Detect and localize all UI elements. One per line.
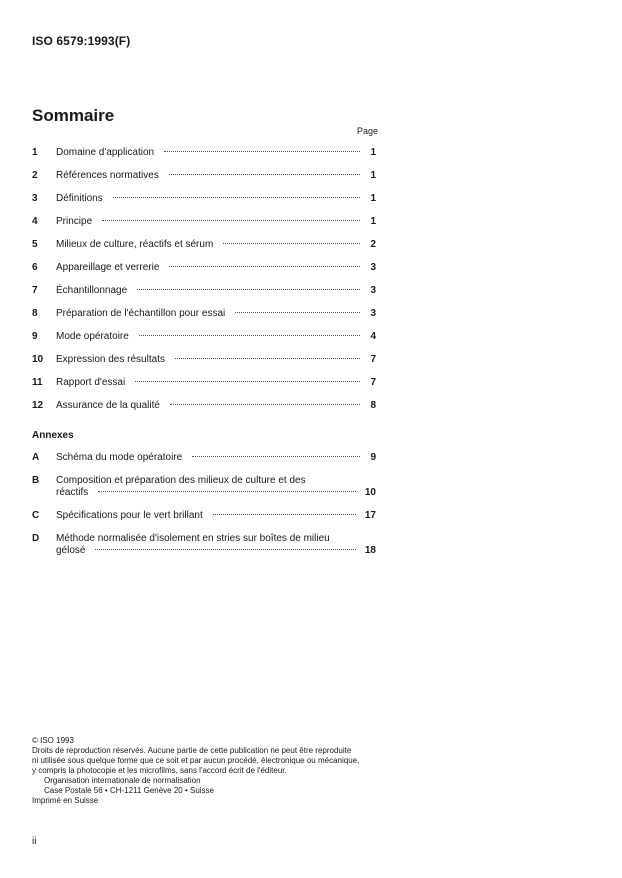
annex-letter: D: [32, 533, 40, 544]
annex-item[interactable]: [32, 452, 376, 463]
toc-leader: [169, 266, 360, 267]
annex-leader: [98, 491, 356, 492]
document-header: ISO 6579:1993(F): [32, 34, 131, 48]
annex-title: Composition et préparation des milieux de culture et des: [56, 475, 306, 486]
page-column-label: Page: [357, 126, 379, 136]
toc-number: 10: [32, 354, 44, 365]
toc-number: 8: [32, 308, 38, 319]
rights-text-3: y compris la photocopie et les microfilms, sans l'accord écrit de l'éditeur.: [32, 766, 287, 775]
organization-name: Organisation internationale de normalisation: [44, 776, 201, 785]
toc-leader: [169, 174, 360, 175]
toc-page: 1: [370, 216, 376, 227]
annex-page: 17: [364, 510, 376, 521]
toc-number: 7: [32, 285, 38, 296]
annex-title: Méthode normalisée d'isolement en stries sur boîtes de milieu: [56, 533, 330, 544]
annex-letter: C: [32, 510, 40, 521]
toc-item[interactable]: [32, 262, 376, 278]
toc-title: Milieux de culture, réactifs et sérum: [56, 239, 214, 250]
annex-page: 18: [364, 545, 376, 556]
toc-number: 1: [32, 147, 38, 158]
toc-page: 7: [370, 354, 376, 365]
toc-page: 3: [370, 262, 376, 273]
toc-number: 2: [32, 170, 38, 181]
annexes-heading: Annexes: [32, 430, 74, 441]
toc-number: 9: [32, 331, 38, 342]
toc-page: 1: [370, 170, 376, 181]
toc-item[interactable]: [32, 400, 376, 416]
toc-title: Mode opératoire: [56, 331, 129, 342]
annex-letter: A: [32, 452, 40, 463]
page-title: Sommaire: [32, 106, 115, 125]
toc-title: Domaine d'application: [56, 147, 155, 158]
toc-item[interactable]: [32, 193, 376, 209]
toc-page: 1: [370, 193, 376, 204]
toc-item[interactable]: [32, 239, 376, 255]
toc-page: 2: [370, 239, 376, 250]
toc-title: Définitions: [56, 193, 103, 204]
annex-title-continued: réactifs: [56, 487, 89, 498]
toc-leader: [137, 289, 360, 290]
toc-item[interactable]: [32, 308, 376, 324]
toc-item[interactable]: [32, 216, 376, 232]
toc-page: 7: [370, 377, 376, 388]
toc-title: Assurance de la qualité: [56, 400, 160, 411]
toc-title: Échantillonnage: [56, 285, 128, 296]
annex-item[interactable]: [32, 510, 376, 521]
toc-number: 4: [32, 216, 38, 227]
toc-leader: [102, 220, 360, 221]
toc-number: 11: [32, 377, 43, 388]
annex-leader: [213, 514, 356, 515]
annex-title: Spécifications pour le vert brillant: [56, 510, 203, 521]
annex-leader: [192, 456, 360, 457]
annex-letter: B: [32, 475, 40, 486]
toc-item[interactable]: [32, 170, 376, 186]
annex-title-continued: gélosé: [56, 545, 86, 556]
annex-page: 9: [370, 452, 376, 463]
copyright-footer: [32, 736, 359, 806]
toc-leader: [164, 151, 360, 152]
toc-number: 6: [32, 262, 38, 273]
copyright-line: © ISO 1993: [32, 736, 74, 745]
annex-page: 10: [364, 487, 376, 498]
annex-leader: [95, 549, 356, 550]
toc-leader: [223, 243, 360, 244]
toc-leader: [135, 381, 360, 382]
toc-title: Expression des résultats: [56, 354, 165, 365]
toc-title: Rapport d'essai: [56, 377, 126, 388]
annex-item[interactable]: [32, 533, 376, 556]
toc-number: 12: [32, 400, 44, 411]
toc-number: 3: [32, 193, 38, 204]
toc-item[interactable]: [32, 377, 376, 393]
toc-page: 3: [370, 308, 376, 319]
toc-page: 8: [370, 400, 376, 411]
toc-page: 1: [370, 147, 376, 158]
toc-title: Préparation de l'échantillon pour essai: [56, 308, 226, 319]
toc-title: Appareillage et verrerie: [56, 262, 160, 273]
toc-leader: [235, 312, 360, 313]
rights-text-1: Droits de reproduction réservés. Aucune partie de cette publication ne peut être reproduite: [32, 746, 352, 755]
toc-leader: [139, 335, 360, 336]
annex-title: Schéma du mode opératoire: [56, 452, 183, 463]
toc-page: 4: [370, 331, 376, 342]
toc-leader: [113, 197, 360, 198]
toc-item[interactable]: [32, 285, 376, 301]
toc-leader: [175, 358, 360, 359]
toc-title: Principe: [56, 216, 93, 227]
toc-title: Références normatives: [56, 170, 159, 181]
toc-leader: [170, 404, 360, 405]
toc-item[interactable]: [32, 147, 376, 163]
rights-text-2: ni utilisée sous quelque forme que ce soit et par aucun procédé, électronique ou mécanique,: [32, 756, 360, 765]
toc-item[interactable]: [32, 354, 376, 370]
printed-in: Imprimé en Suisse: [32, 796, 99, 805]
annex-item[interactable]: [32, 475, 376, 498]
page-number: ii: [32, 836, 37, 847]
toc-item[interactable]: [32, 331, 376, 347]
organization-address: Case Postale 56 • CH-1211 Genève 20 • Suisse: [44, 786, 214, 795]
toc-number: 5: [32, 239, 38, 250]
toc-page: 3: [370, 285, 376, 296]
